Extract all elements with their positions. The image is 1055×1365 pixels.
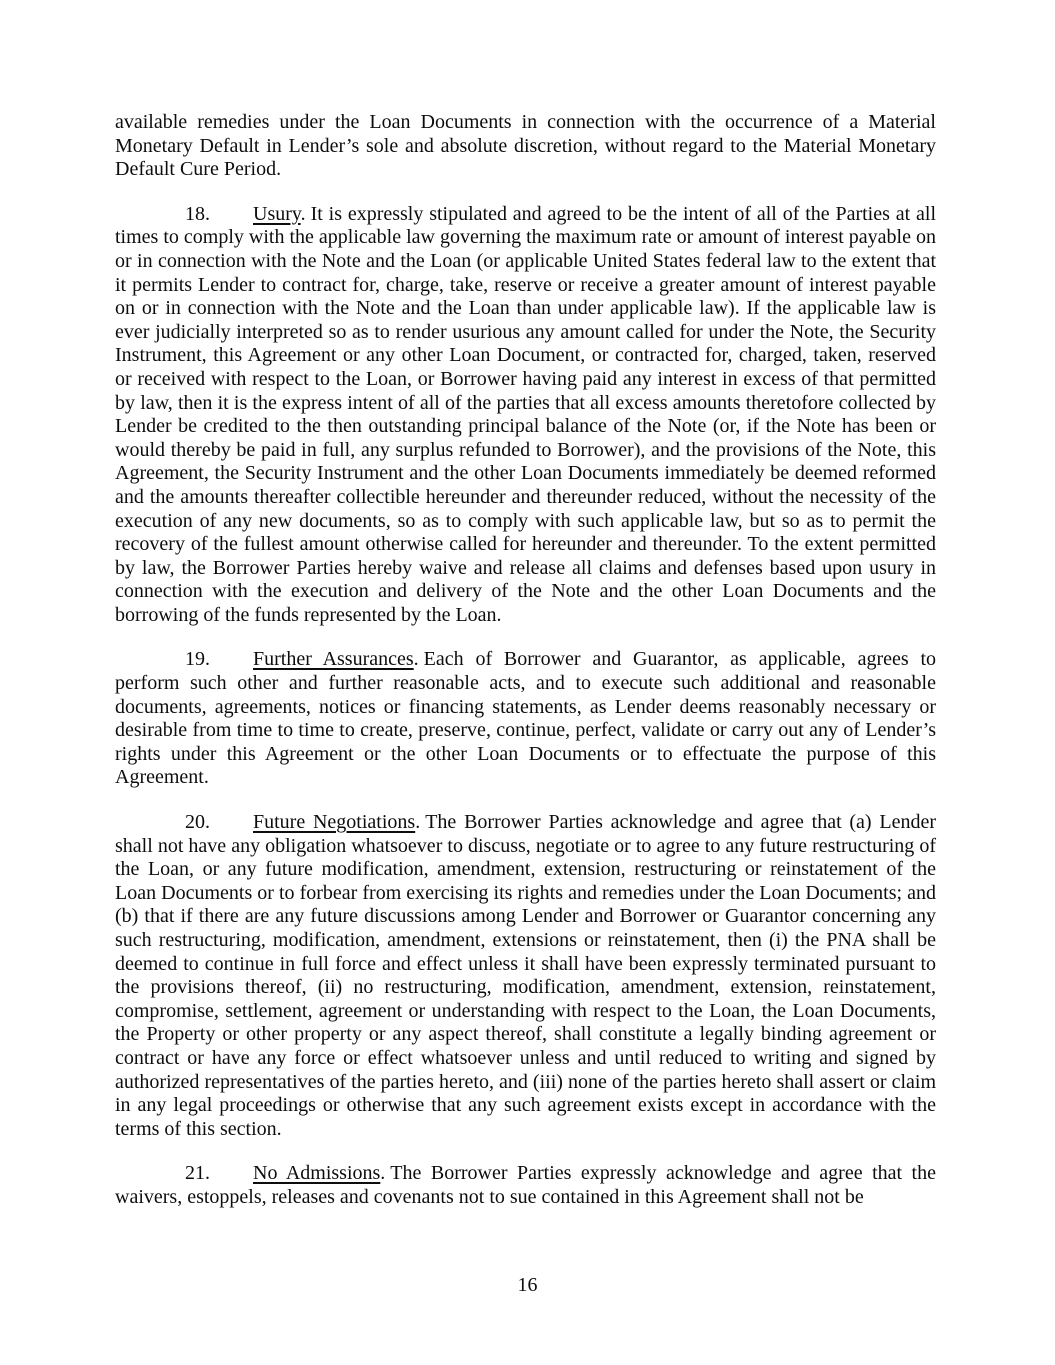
section-paragraph-further-assurances [115,648,936,790]
body-text [115,111,936,1231]
section-heading-period: . [380,1162,386,1185]
section-body: The Borrower Parties acknowledge and agree that (a) Lender shall not have any obligation whatsoever to discuss, negotiate or to agree to any future restructuring of the Loan, or any future modification, amendment, extension, restructuring or reinstatement of the Loan Documents or to forbear from exercising its rights and remedies under the Loan Documents; and (b) that if there are any future discussions among Lender and Borrower or Guarantor concerning any such restructuring, modification, amendment, extensions or reinstatement, then (i) the PNA shall be deemed to continue in full force and effect unless it shall have been expressly terminated pursuant to the provisions thereof, (ii) no restructuring, modification, amendment, extension, reinstatement, compromise, settlement, agreement or understanding with respect to the Loan, the Loan Documents, the Property or other property or any aspect thereof, shall constitute a legally binding agreement or contract or have any force or effect whatsoever unless and until reduced to writing and signed by authorized representatives of the parties hereto, and (iii) none of the parties hereto shall assert or claim in any legal proceedings or otherwise that any such agreement exists except in accordance with the terms of this section. [115,811,936,1140]
section-paragraph-usury [115,203,936,628]
section-heading: Further Assurances [253,648,414,671]
page-number: 16 [517,1274,538,1296]
section-body: Each of Borrower and Guarantor, as applicable, agrees to perform such other and further reasonable acts, and to execute such additional and reasonable documents, agreements, notices or financing statements, as Lender deems reasonably necessary or desirable from time to time to create, preserve, continue, perfect, validate or carry out any of Lender’s rights under this Agreement or the other Loan Documents or to effectuate the purpose of this Agreement. [115,648,937,789]
section-heading: Future Negotiations [253,811,416,834]
section-number: 21. [185,1162,210,1185]
section-body: It is expressly stipulated and agreed to be the intent of all of the Parties at all times to comply with the applicable law governing the maximum rate or amount of interest payable on or in connection with the Note and the Loan (or applicable United States federal law to the extent that it permits Lender to contract for, charge, take, reserve or receive a greater amount of interest payable on or in connection with the Note and the Loan than under applicable law). If the applicable law is ever judicially interpreted so as to render usurious any amount called for under the Note, the Security Instrument, this Agreement or any other Loan Document, or contracted for, charged, taken, reserved or received with respect to the Loan, or Borrower having paid any interest in excess of that permitted by law, then it is the express intent of all of the parties that all excess amounts theretofore collected by Lender be credited to the then outstanding principal balance of the Note (or, if the Note has been or would thereby be paid in full, any surplus refunded to Borrower), and the provisions of the Note, this Agreement, the Security Instrument and the other Loan Documents immediately be deemed reformed and the amounts thereafter collectible hereunder and thereunder reduced, without the necessity of the execution of any new documents, so as to comply with such applicable law, but so as to permit the recovery of the fullest amount otherwise called for hereunder and thereunder. To the extent permitted by law, the Borrower Parties hereby waive and release all claims and defenses based upon usury in connection with the execution and delivery of the Note and the other Loan Documents and the borrowing of the funds represented by the Loan. [115,202,936,626]
section-body: The Borrower Parties expressly acknowledge and agree that the waivers, estoppels, releases and covenants not to sue contained in this Agreement shall not be [115,1162,936,1208]
section-heading-period: . [300,202,306,225]
intro-paragraph: available remedies under the Loan Documents in connection with the occurrence of a Material Monetary Default in Lender’s sole and absolute discretion, without regard to the Material Monetary Default Cure Period. [115,111,936,181]
section-heading-period: . [415,811,421,834]
section-number: 20. [185,811,210,834]
section-heading: No Admissions [253,1162,381,1185]
section-paragraph-future-negotiations [115,811,936,1141]
section-paragraph-no-admissions [115,1162,936,1209]
section-heading-period: . [413,648,419,671]
section-number: 19. [185,648,210,671]
section-number: 18. [185,202,210,225]
section-heading: Usury [253,202,301,225]
